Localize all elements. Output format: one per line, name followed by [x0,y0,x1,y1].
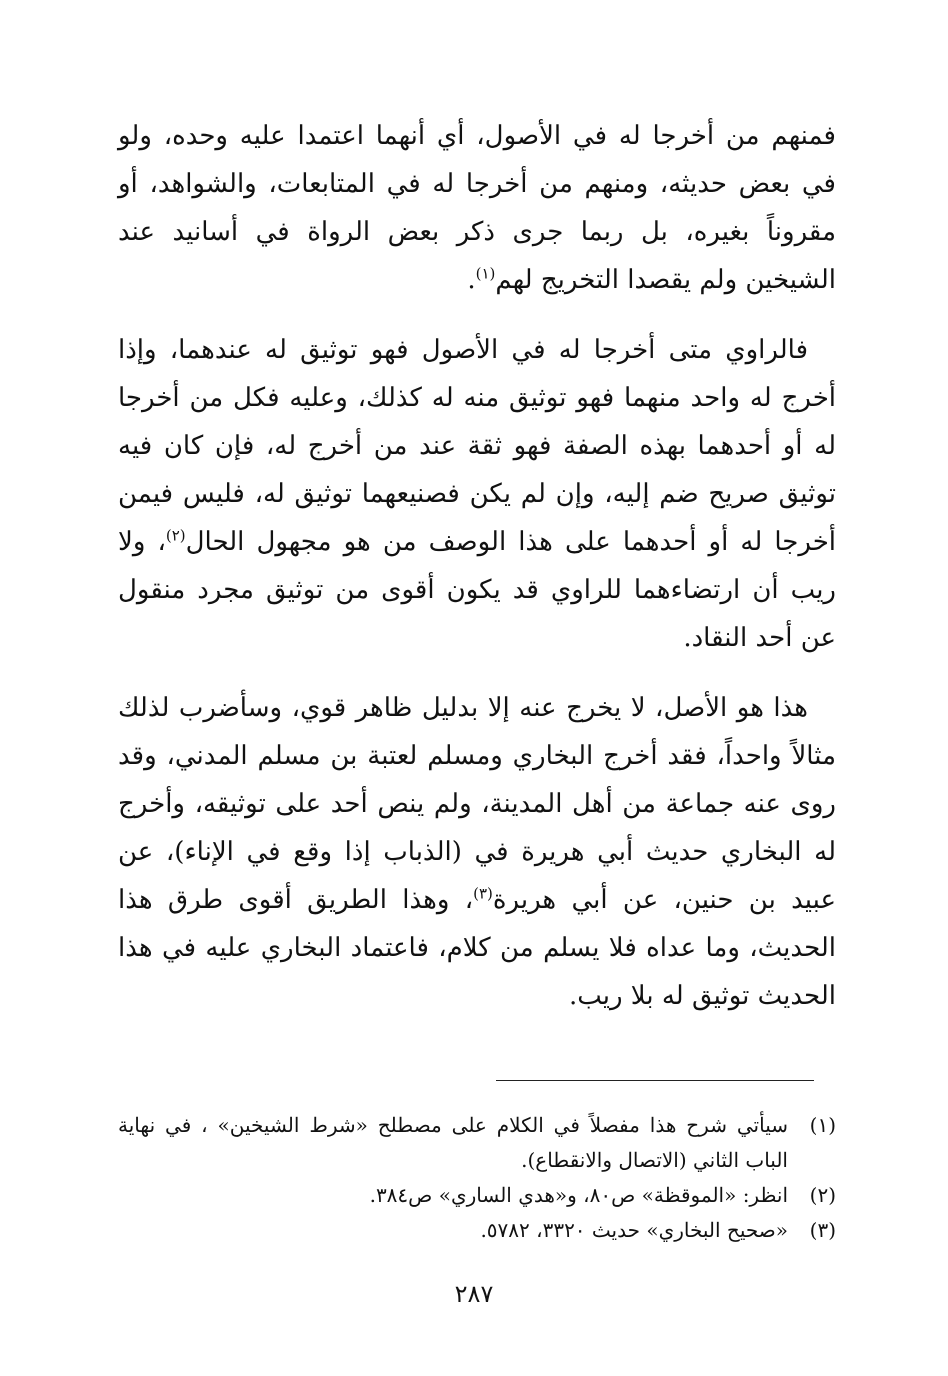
footnotes [118,1108,836,1248]
paragraph-2-text-b: ، ولا ريب أن ارتضاءهما للراوي قد يكون أقوى من توثيق مجرد منقول عن أحد النقاد. [118,527,836,653]
footnote-3 [118,1213,836,1248]
paragraph-3-text-b: ، وهذا الطريق أقوى طرق هذا الحديث، وما عداه فلا يسلم من كلام، فاعتماد البخاري عليه في هذا الحديث توثيق له بلا ريب. [118,885,836,1011]
paragraph-1-text: فمنهم من أخرجا له في الأصول، أي أنهما اعتمدا عليه وحده، ولو في بعض حديثه، ومنهم من أخرجا له في المتابعات، والشواهد، أو مقروناً بغيره، بل ربما جرى ذكر بعض الرواة في أسانيد عند الشيخين ولم يقصدا التخريج لهم [118,121,836,295]
footnote-divider [496,1080,814,1081]
footnote-2-number: (٢) [809,1183,836,1207]
footnote-1-text: سيأتي شرح هذا مفصلاً في الكلام على مصطلح «شرط الشيخين» ، في نهاية الباب الثاني (الاتصال والانقطاع). [118,1113,788,1172]
footnote-ref-1: (١) [475,264,496,283]
footnote-3-number: (٣) [809,1218,836,1242]
footnote-3-text: «صحيح البخاري» حديث ٣٣٢٠، ٥٧٨٢. [480,1218,788,1242]
paragraph-2-text-a: فالراوي متى أخرجا له في الأصول فهو توثيق له عندهما، وإذا أخرج له واحد منهما فهو توثيق منه له كذلك، وعليه فكل من أخرجا له أو أحدهما بهذه الصفة فهو ثقة عند من أخرج له، فإن كان فيه توثيق صريح ضم إليه، وإن لم يكن فصنيعهما توثيق له، فليس فيمن أخرجا له أو أحدهما على هذا الوصف من هو مجهول الحال [118,335,837,557]
paragraph-2 [118,326,836,662]
footnote-ref-2: (٢) [165,526,186,545]
footnote-ref-3: (٣) [473,884,493,903]
paragraph-1-end: . [467,265,476,295]
footnote-1-number: (١) [809,1113,836,1137]
paragraph-3-text-a: هذا هو الأصل، لا يخرج عنه إلا بدليل ظاهر قوي، وسأضرب لذلك مثالاً واحداً، فقد أخرج البخاري ومسلم لعتبة بن مسلم المدني، وقد روى عنه جماعة من أهل المدينة، ولم ينص أحد على توثيقه، وأخرج له البخاري حديث أبي هريرة في (الذباب إذا وقع في الإناء)، عن عبيد بن حنين، عن أبي هريرة [118,693,836,915]
footnote-2-text: انظر: «الموقظة» ص٨٠، و«هدي الساري» ص٣٨٤. [369,1183,788,1207]
main-text [118,112,836,1020]
footnote-2 [118,1178,836,1213]
paragraph-3 [118,684,836,1020]
page-number: ٢٨٧ [454,1280,494,1308]
paragraph-1 [118,112,836,304]
footnote-1 [118,1108,836,1178]
